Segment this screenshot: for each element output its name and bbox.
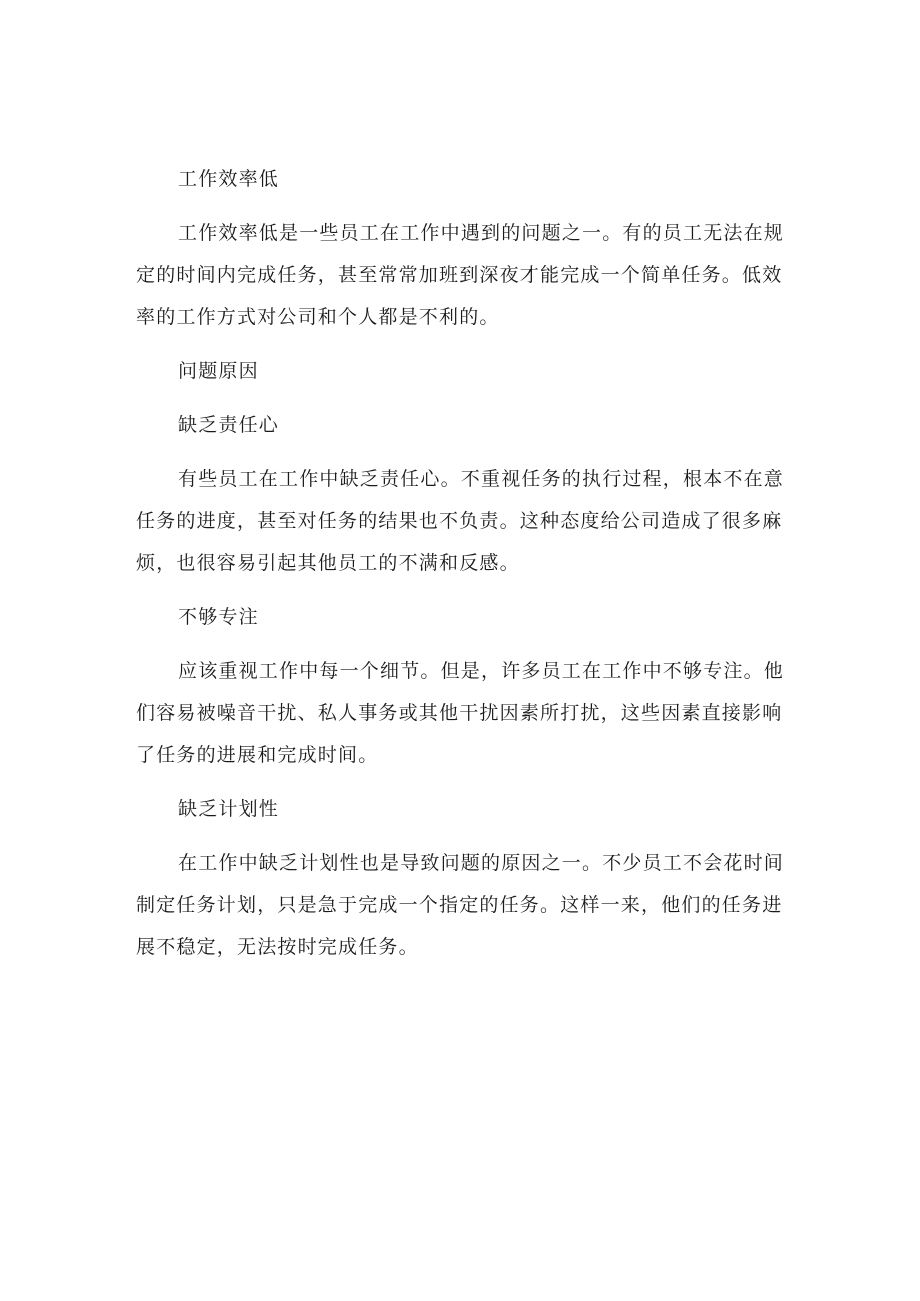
paragraph-lack-of-responsibility: 有些员工在工作中缺乏责任心。不重视任务的执行过程，根本不在意任务的进度，甚至对任务的结果也不负责。这种态度给公司造成了很多麻烦，也很容易引起其他员工的不满和反感。 [136, 468, 785, 574]
document-body [136, 158, 798, 980]
heading-not-focused: 不够专注 [178, 606, 259, 628]
heading-lack-of-responsibility: 缺乏责任心 [178, 414, 280, 436]
heading-lack-of-planning: 缺乏计划性 [178, 798, 280, 820]
heading-low-efficiency: 工作效率低 [178, 168, 280, 190]
heading-problem-causes: 问题原因 [178, 360, 259, 382]
paragraph-low-efficiency: 工作效率低是一些员工在工作中遇到的问题之一。有的员工无法在规定的时间内完成任务，甚至常常加班到深夜才能完成一个简单任务。低效率的工作方式对公司和个人都是不利的。 [136, 222, 785, 328]
paragraph-not-focused: 应该重视工作中每一个细节。但是，许多员工在工作中不够专注。他们容易被噪音干扰、私人事务或其他干扰因素所打扰，这些因素直接影响了任务的进展和完成时间。 [136, 660, 785, 766]
paragraph-lack-of-planning: 在工作中缺乏计划性也是导致问题的原因之一。不少员工不会花时间制定任务计划，只是急于完成一个指定的任务。这样一来，他们的任务进展不稳定，无法按时完成任务。 [136, 852, 785, 958]
